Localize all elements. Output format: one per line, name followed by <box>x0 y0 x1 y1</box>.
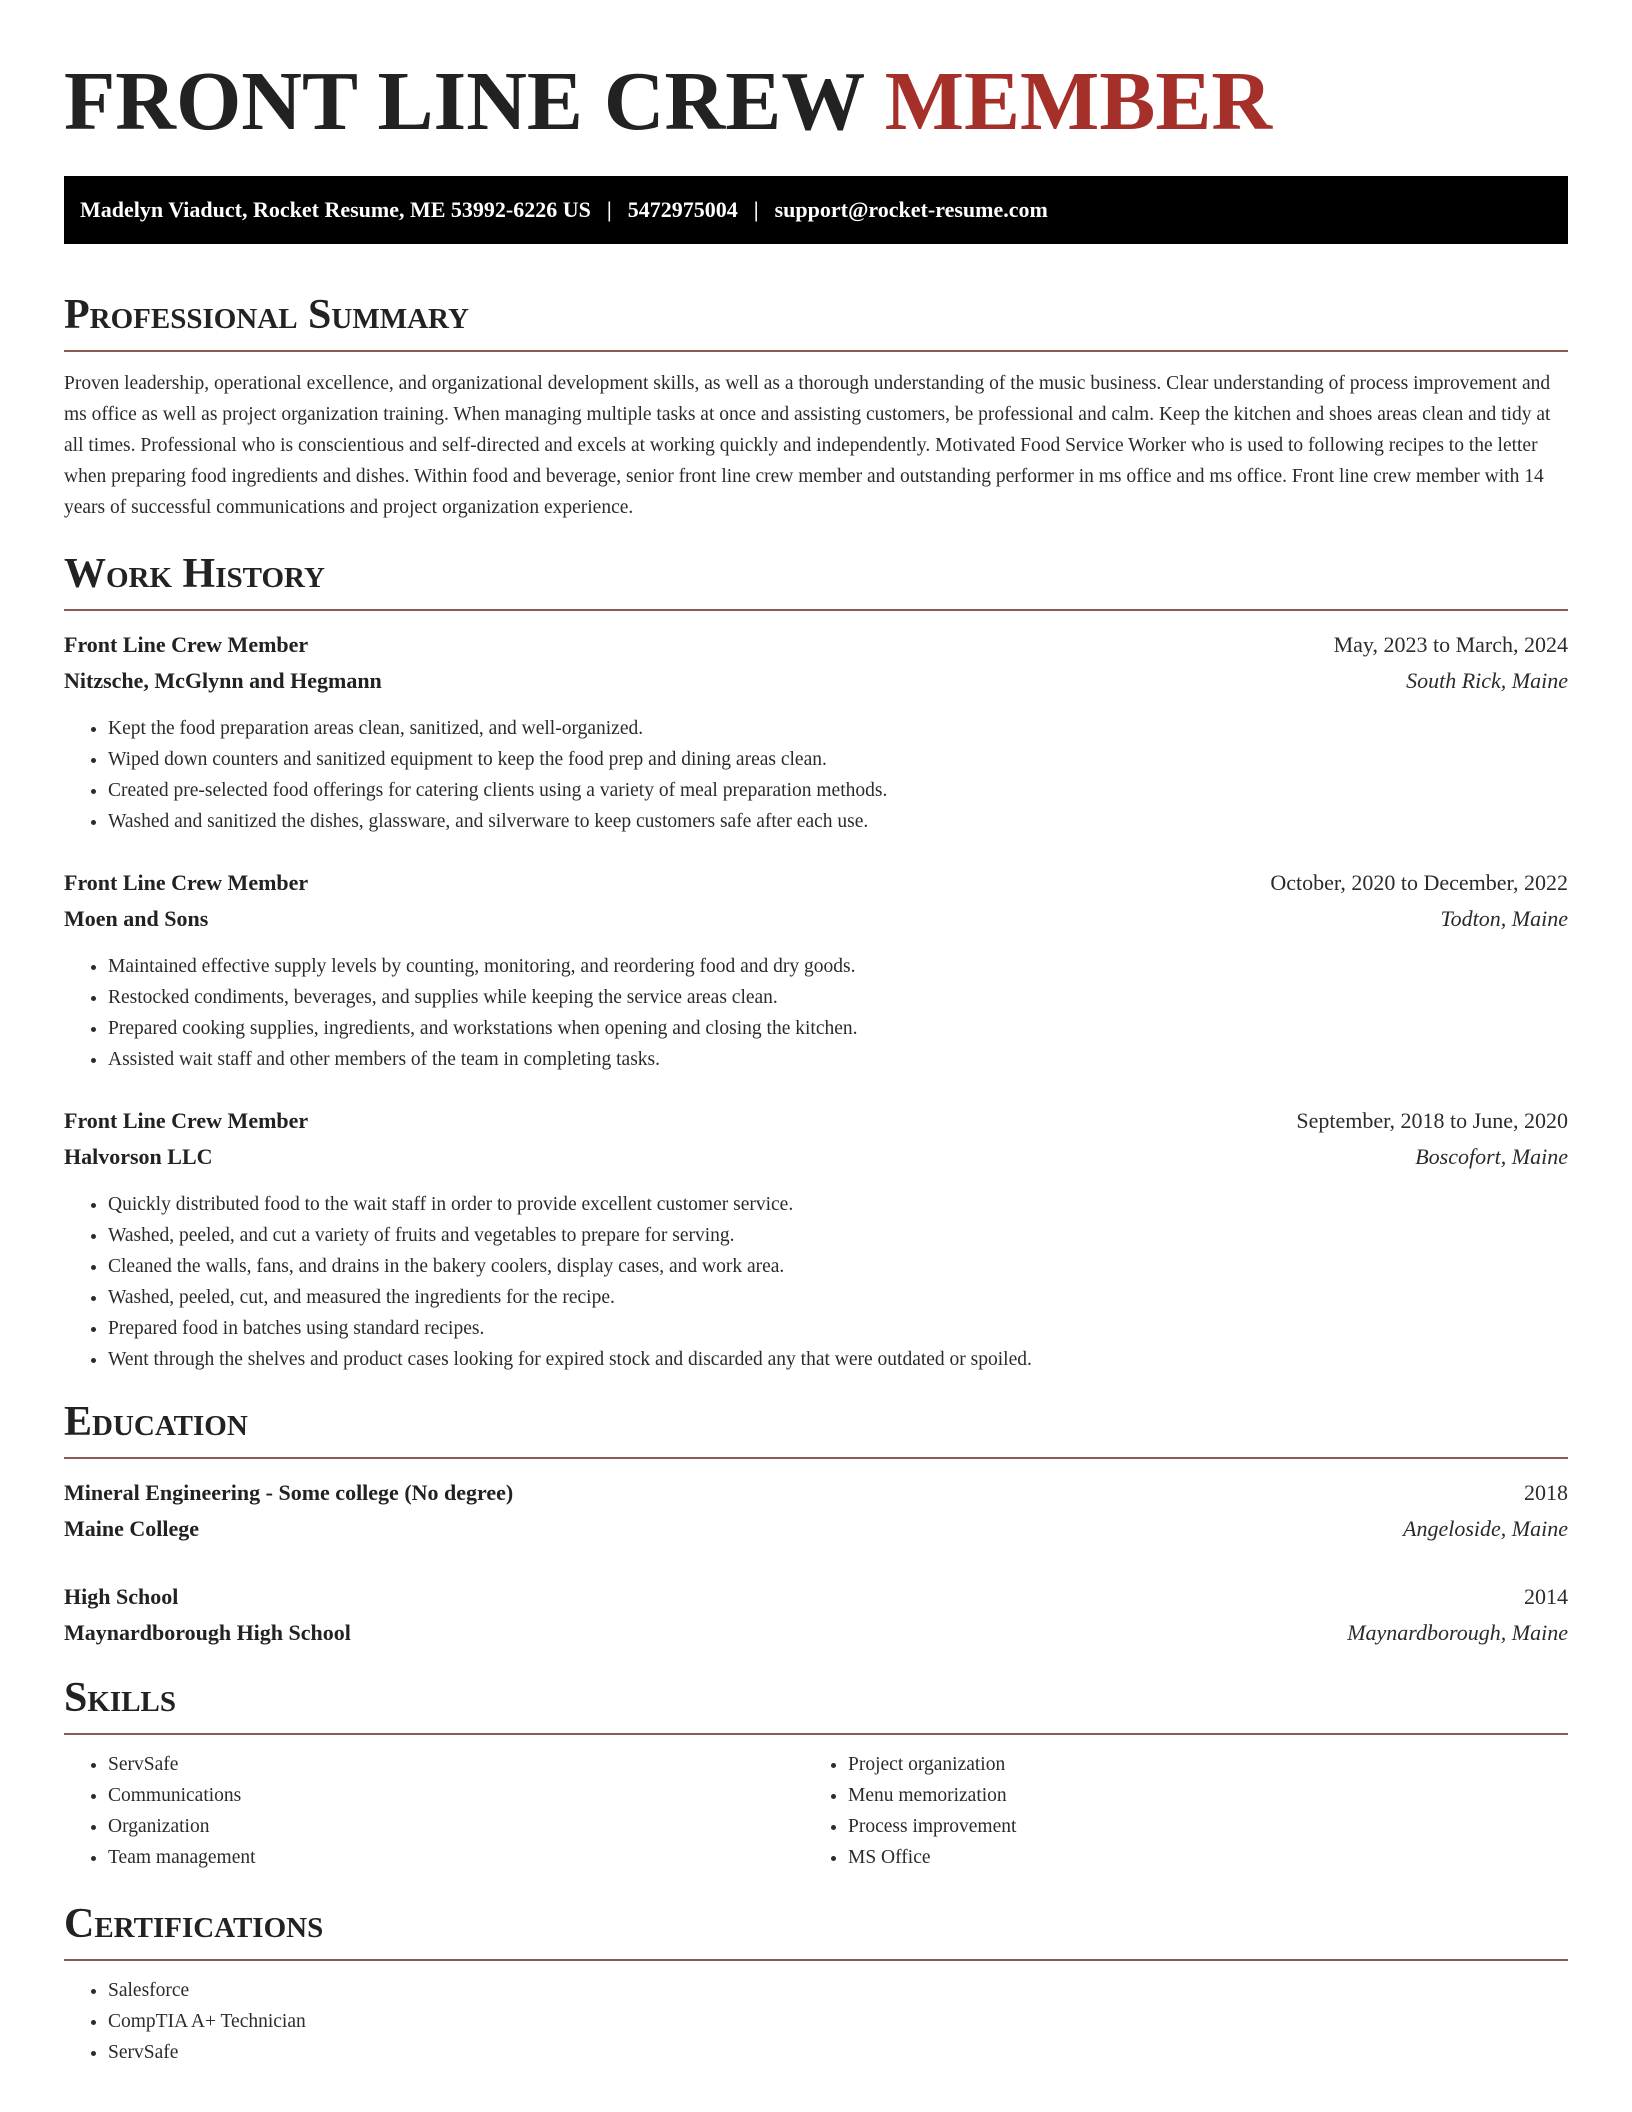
list-item: • Organization <box>108 1811 804 1842</box>
job-entry <box>64 1103 1568 1375</box>
list-item: • Menu memorization <box>848 1780 1544 1811</box>
contact-bar <box>64 176 1568 244</box>
summary-text: Proven leadership, operational excellence, and organizational development skills, as well as a thorough understanding of the music business. Clear understanding of process improvement and ms office as well as project organization training. When managing multiple tasks at once and assisting customers, be professional and calm. Keep the kitchen and shoes areas clean and tidy at all times. Professional who is conscientious and self-directed and excels at working quickly and independently. Motivated Food Service Worker who is used to following recipes to the letter when preparing food ingredients and dishes. Within food and beverage, senior front line crew member and outstanding performer in ms office and ms office. Front line crew member with 14 years of successful communications and project organization experience. <box>64 373 1551 518</box>
list-item: • CompTIA A+ Technician <box>108 2006 1568 2037</box>
section-heading-summary: Professional Summary <box>64 292 469 338</box>
resume-page <box>64 0 1568 2068</box>
job-company: Halvorson LLC <box>64 1144 213 1169</box>
job-title-row <box>64 865 1568 901</box>
job-title-row <box>64 627 1568 663</box>
contact-separator: | <box>606 197 612 222</box>
job-company-row <box>64 1139 1568 1175</box>
job-title: Front Line Crew Member <box>64 1108 309 1133</box>
section-heading-work-history: Work History <box>64 551 325 597</box>
job-bullets <box>64 713 1568 837</box>
job-entry <box>64 865 1568 1075</box>
job-location: South Rick, Maine <box>1406 668 1568 693</box>
job-dates: October, 2020 to December, 2022 <box>1270 870 1568 895</box>
section-divider <box>64 609 1568 611</box>
certifications-list <box>64 1975 1568 2068</box>
list-item: • MS Office <box>848 1842 1544 1873</box>
summary-section <box>64 290 1568 523</box>
list-item: • Process improvement <box>848 1811 1544 1842</box>
skills-section <box>64 1673 1568 1873</box>
school-name: Maine College <box>64 1516 200 1541</box>
list-item: • Maintained effective supply levels by counting, monitoring, and reordering food and dry goods. <box>108 951 1568 982</box>
job-title: Front Line Crew Member <box>64 632 309 657</box>
job-bullets <box>64 951 1568 1075</box>
list-item: • ServSafe <box>108 2037 1568 2068</box>
list-item: • Went through the shelves and product cases looking for expired stock and discarded any that were outdated or spoiled. <box>108 1344 1568 1375</box>
title-accent: MEMBER <box>884 55 1273 148</box>
certifications-section <box>64 1899 1568 2068</box>
job-company-row <box>64 901 1568 937</box>
job-title: Front Line Crew Member <box>64 870 309 895</box>
list-item: • Washed, peeled, cut, and measured the ingredients for the recipe. <box>108 1282 1568 1313</box>
job-company: Nitzsche, McGlynn and Hegmann <box>64 668 382 693</box>
school-row <box>64 1511 1568 1547</box>
list-item: • Communications <box>108 1780 804 1811</box>
list-item: • Salesforce <box>108 1975 1568 2006</box>
job-bullets <box>64 1189 1568 1375</box>
job-location: Todton, Maine <box>1440 906 1568 931</box>
degree-row <box>64 1475 1568 1511</box>
section-divider <box>64 350 1568 352</box>
degree-name: High School <box>64 1584 179 1609</box>
title-main: FRONT LINE CREW <box>64 55 864 148</box>
list-item: • Washed, peeled, and cut a variety of fruits and vegetables to prepare for serving. <box>108 1220 1568 1251</box>
list-item: • Project organization <box>848 1749 1544 1780</box>
education-entry <box>64 1579 1568 1651</box>
list-item: • Assisted wait staff and other members of the team in completing tasks. <box>108 1044 1568 1075</box>
education-section <box>64 1397 1568 1651</box>
contact-address: Madelyn Viaduct, Rocket Resume, ME 53992-6226 US <box>80 197 591 222</box>
contact-separator: | <box>753 197 759 222</box>
section-divider <box>64 1733 1568 1735</box>
skills-column-left <box>64 1749 804 1873</box>
degree-year: 2018 <box>1524 1480 1568 1505</box>
degree-name: Mineral Engineering - Some college (No degree) <box>64 1480 514 1505</box>
section-divider <box>64 1457 1568 1459</box>
job-title-row <box>64 1103 1568 1139</box>
education-entry <box>64 1475 1568 1547</box>
skills-column-right <box>804 1749 1544 1873</box>
job-company: Moen and Sons <box>64 906 209 931</box>
skills-grid <box>64 1749 1568 1873</box>
job-dates: September, 2018 to June, 2020 <box>1296 1108 1568 1133</box>
resume-title <box>64 52 1568 152</box>
school-row <box>64 1615 1568 1651</box>
degree-row <box>64 1579 1568 1615</box>
list-item: • Kept the food preparation areas clean, sanitized, and well-organized. <box>108 713 1568 744</box>
school-location: Maynardborough, Maine <box>1347 1620 1568 1645</box>
job-entry <box>64 627 1568 837</box>
list-item: • Washed and sanitized the dishes, glassware, and silverware to keep customers safe after each use. <box>108 806 1568 837</box>
job-company-row <box>64 663 1568 699</box>
section-divider <box>64 1959 1568 1961</box>
job-location: Boscofort, Maine <box>1415 1144 1568 1169</box>
list-item: • Wiped down counters and sanitized equipment to keep the food prep and dining areas clean. <box>108 744 1568 775</box>
contact-email[interactable]: support@rocket-resume.com <box>774 197 1048 222</box>
degree-year: 2014 <box>1524 1584 1568 1609</box>
list-item: • Created pre-selected food offerings for catering clients using a variety of meal preparation methods. <box>108 775 1568 806</box>
section-heading-education: Education <box>64 1399 248 1445</box>
list-item: • Team management <box>108 1842 804 1873</box>
job-dates: May, 2023 to March, 2024 <box>1333 632 1568 657</box>
list-item: • ServSafe <box>108 1749 804 1780</box>
school-name: Maynardborough High School <box>64 1620 351 1645</box>
contact-phone: 5472975004 <box>627 197 738 222</box>
list-item: • Cleaned the walls, fans, and drains in the bakery coolers, display cases, and work area. <box>108 1251 1568 1282</box>
list-item: • Prepared cooking supplies, ingredients, and workstations when opening and closing the kitchen. <box>108 1013 1568 1044</box>
school-location: Angeloside, Maine <box>1403 1516 1568 1541</box>
section-heading-certifications: Certifications <box>64 1901 324 1947</box>
work-history-section <box>64 549 1568 1375</box>
list-item: • Prepared food in batches using standard recipes. <box>108 1313 1568 1344</box>
section-heading-skills: Skills <box>64 1675 177 1721</box>
list-item: • Restocked condiments, beverages, and supplies while keeping the service areas clean. <box>108 982 1568 1013</box>
list-item: • Quickly distributed food to the wait staff in order to provide excellent customer service. <box>108 1189 1568 1220</box>
